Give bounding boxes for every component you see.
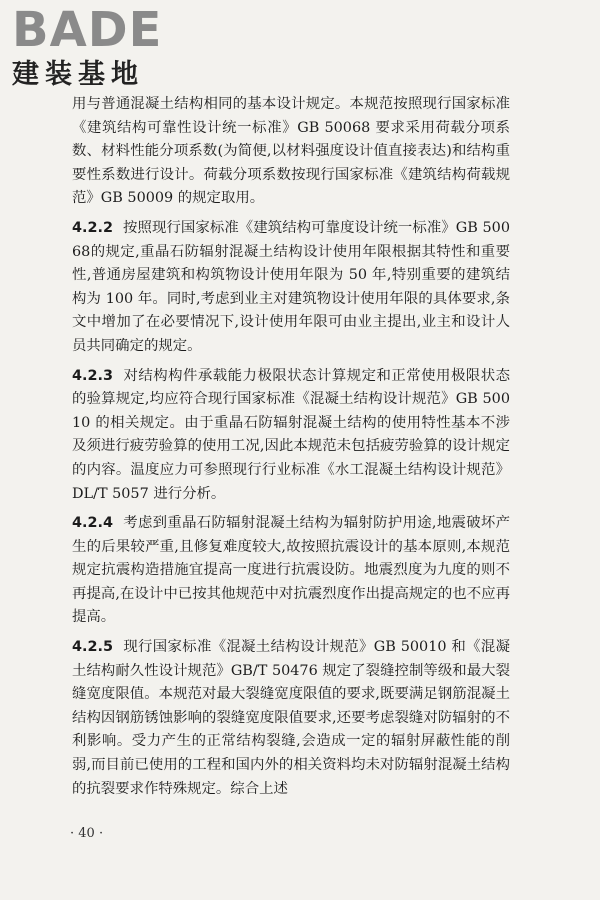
paragraph-text: 用与普通混凝土结构相同的基本设计规定。本规范按照现行国家标准《建筑结构可靠性设计统一标准》GB 50068 要求采用荷载分项系数、材料性能分项系数(为简便,以材料强度设计值直接表达)和结构重要性系数进行设计。荷载分项系数按现行国家标准《建筑结构荷载规范》GB 50009 的规定取用。 — [72, 96, 510, 207]
clause-number: 4.2.3 — [72, 367, 113, 384]
paragraph-text: 对结构构件承载能力极限状态计算规定和正常使用极限状态的验算规定,均应符合现行国家标准《混凝土结构设计规范》GB 50010 的相关规定。由于重晶石防辐射混凝土结构的使用特性基本不涉及须进行疲劳验算的使用工况,因此本规范未包括疲劳验算的设计规定的内容。温度应力可参照现行行业标准《水工混凝土结构设计规范》DL/T 5057 进行分析。 — [72, 367, 510, 502]
clause-4-2-4 — [72, 512, 510, 630]
paragraph-continuation — [72, 93, 510, 211]
clause-4-2-5 — [72, 636, 510, 801]
paragraph-text: 现行国家标准《混凝土结构设计规范》GB 50010 和《混凝土结构耐久性设计规范》GB/T 50476 规定了裂缝控制等级和最大裂缝宽度限值。本规范对最大裂缝宽度限值的要求,既要满足钢筋混凝土结构因钢筋锈蚀影响的裂缝宽度限值要求,还要考虑裂缝对防辐射的不利影响。受力产生的正常结构裂缝,会造成一定的辐射屏蔽性能的削弱,而目前已使用的工程和国内外的相关资料均未对防辐射混凝土结构的抗裂要求作特殊规定。综合上述 — [72, 639, 510, 797]
paragraph-text: 考虑到重晶石防辐射混凝土结构为辐射防护用途,地震破坏产生的后果较严重,且修复难度较大,故按照抗震设计的基本原则,本规范规定抗震构造措施宜提高一度进行抗震设防。地震烈度为九度的则不再提高,在设计中已按其他规范中对抗震烈度作出提高规定的也不应再提高。 — [72, 515, 510, 626]
page-number: · 40 · — [70, 826, 104, 841]
clause-number: 4.2.2 — [72, 219, 113, 236]
document-body — [72, 93, 510, 807]
clause-4-2-3 — [72, 365, 510, 507]
bade-logo — [12, 4, 182, 96]
clause-number: 4.2.4 — [72, 515, 113, 532]
logo-latin-text: BADE — [12, 2, 163, 58]
clause-4-2-2 — [72, 217, 510, 359]
clause-number: 4.2.5 — [72, 639, 113, 656]
paragraph-text: 按照现行国家标准《建筑结构可靠度设计统一标准》GB 50068的规定,重晶石防辐射混凝土结构设计使用年限根据其特性和重要性,普通房屋建筑和构筑物设计使用年限为 50 年,特别重要的建筑结构为 100 年。同时,考虑到业主对建筑物设计使用年限的具体要求,条文中增加了在必要情况下,设计使用年限可由业主提出,业主和设计人员共同确定的规定。 — [72, 219, 510, 354]
logo-chinese-text: 建装基地 — [12, 59, 144, 90]
